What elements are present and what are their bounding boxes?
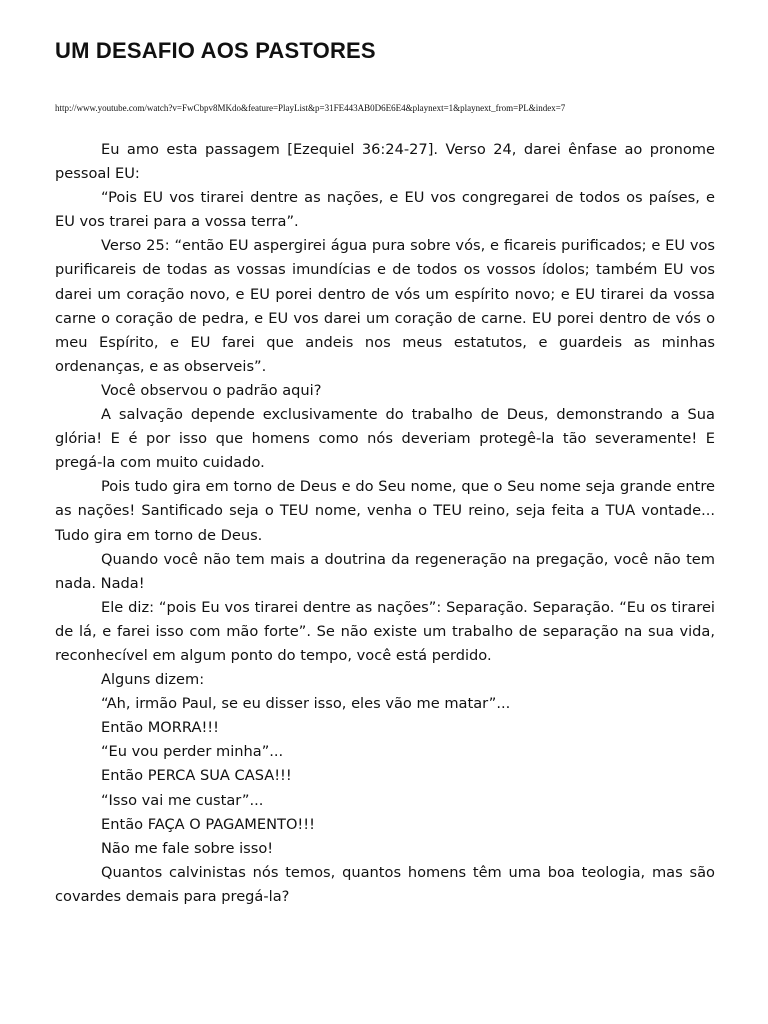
source-url-text: http://www.youtube.com/watch?v=FwCbpv8MKdo&feature=PlayList&p=31FE443AB0D6E6E4&playnext=1&playnext_from=PL&index=7 <box>55 103 566 113</box>
paragraph: “Ah, irmão Paul, se eu disser isso, eles vão me matar”... <box>101 695 511 713</box>
paragraph: Eu amo esta passagem [Ezequiel 36:24-27]. Verso 24, darei ênfase ao pronome pessoal EU: <box>55 141 715 183</box>
paragraph: Alguns dizem: <box>101 671 205 689</box>
paragraph: “Pois EU vos tirarei dentre as nações, e EU vos congregarei de todos os países, e EU vos trarei para a vossa terra”. <box>55 189 715 231</box>
paragraph: Não me fale sobre isso! <box>101 839 274 857</box>
paragraph: Quantos calvinistas nós temos, quantos homens têm uma boa teologia, mas são covardes demais para pregá-la? <box>55 863 715 905</box>
document-page <box>55 34 715 909</box>
paragraph: Verso 25: “então EU aspergirei água pura sobre vós, e ficareis purificados; e EU vos purificareis de todas as vossas imundícias e de todos os vossos ídolos; também EU vos darei um coração novo, e EU porei dentro de vós um espírito novo; e EU tirarei da vossa carne o coração de pedra, e EU vos darei um coração de carne. EU porei dentro de vós o meu Espírito, e EU farei que andeis nos meus estatutos, e guardeis as minhas ordenanças, e as observeis”. <box>55 237 715 375</box>
paragraph: Então MORRA!!! <box>101 719 220 737</box>
paragraph: Você observou o padrão aqui? <box>101 381 322 399</box>
paragraph: Então FAÇA O PAGAMENTO!!! <box>101 815 315 833</box>
paragraph: A salvação depende exclusivamente do trabalho de Deus, demonstrando a Sua glória! E é por isso que homens como nós deveriam protegê-la tão severamente! E pregá-la com muito cuidado. <box>55 406 715 472</box>
body-text <box>55 138 715 909</box>
paragraph: “Eu vou perder minha”... <box>101 743 284 761</box>
paragraph: Então PERCA SUA CASA!!! <box>101 767 292 785</box>
paragraph: Ele diz: “pois Eu vos tirarei dentre as nações”: Separação. Separação. “Eu os tirarei de lá, e farei isso com mão forte”. Se não existe um trabalho de separação na sua vida, reconhecível em algum ponto do tempo, você está perdido. <box>55 598 715 664</box>
paragraph: Pois tudo gira em torno de Deus e do Seu nome, que o Seu nome seja grande entre as nações! Santificado seja o TEU nome, venha o TEU reino, seja feita a TUA vontade... Tudo gira em torno de Deus. <box>55 478 715 544</box>
page-title: UM DESAFIO AOS PASTORES <box>55 38 376 63</box>
paragraph: Quando você não tem mais a doutrina da regeneração na pregação, você não tem nada. Nada! <box>55 550 715 592</box>
paragraph: “Isso vai me custar”... <box>101 791 264 809</box>
